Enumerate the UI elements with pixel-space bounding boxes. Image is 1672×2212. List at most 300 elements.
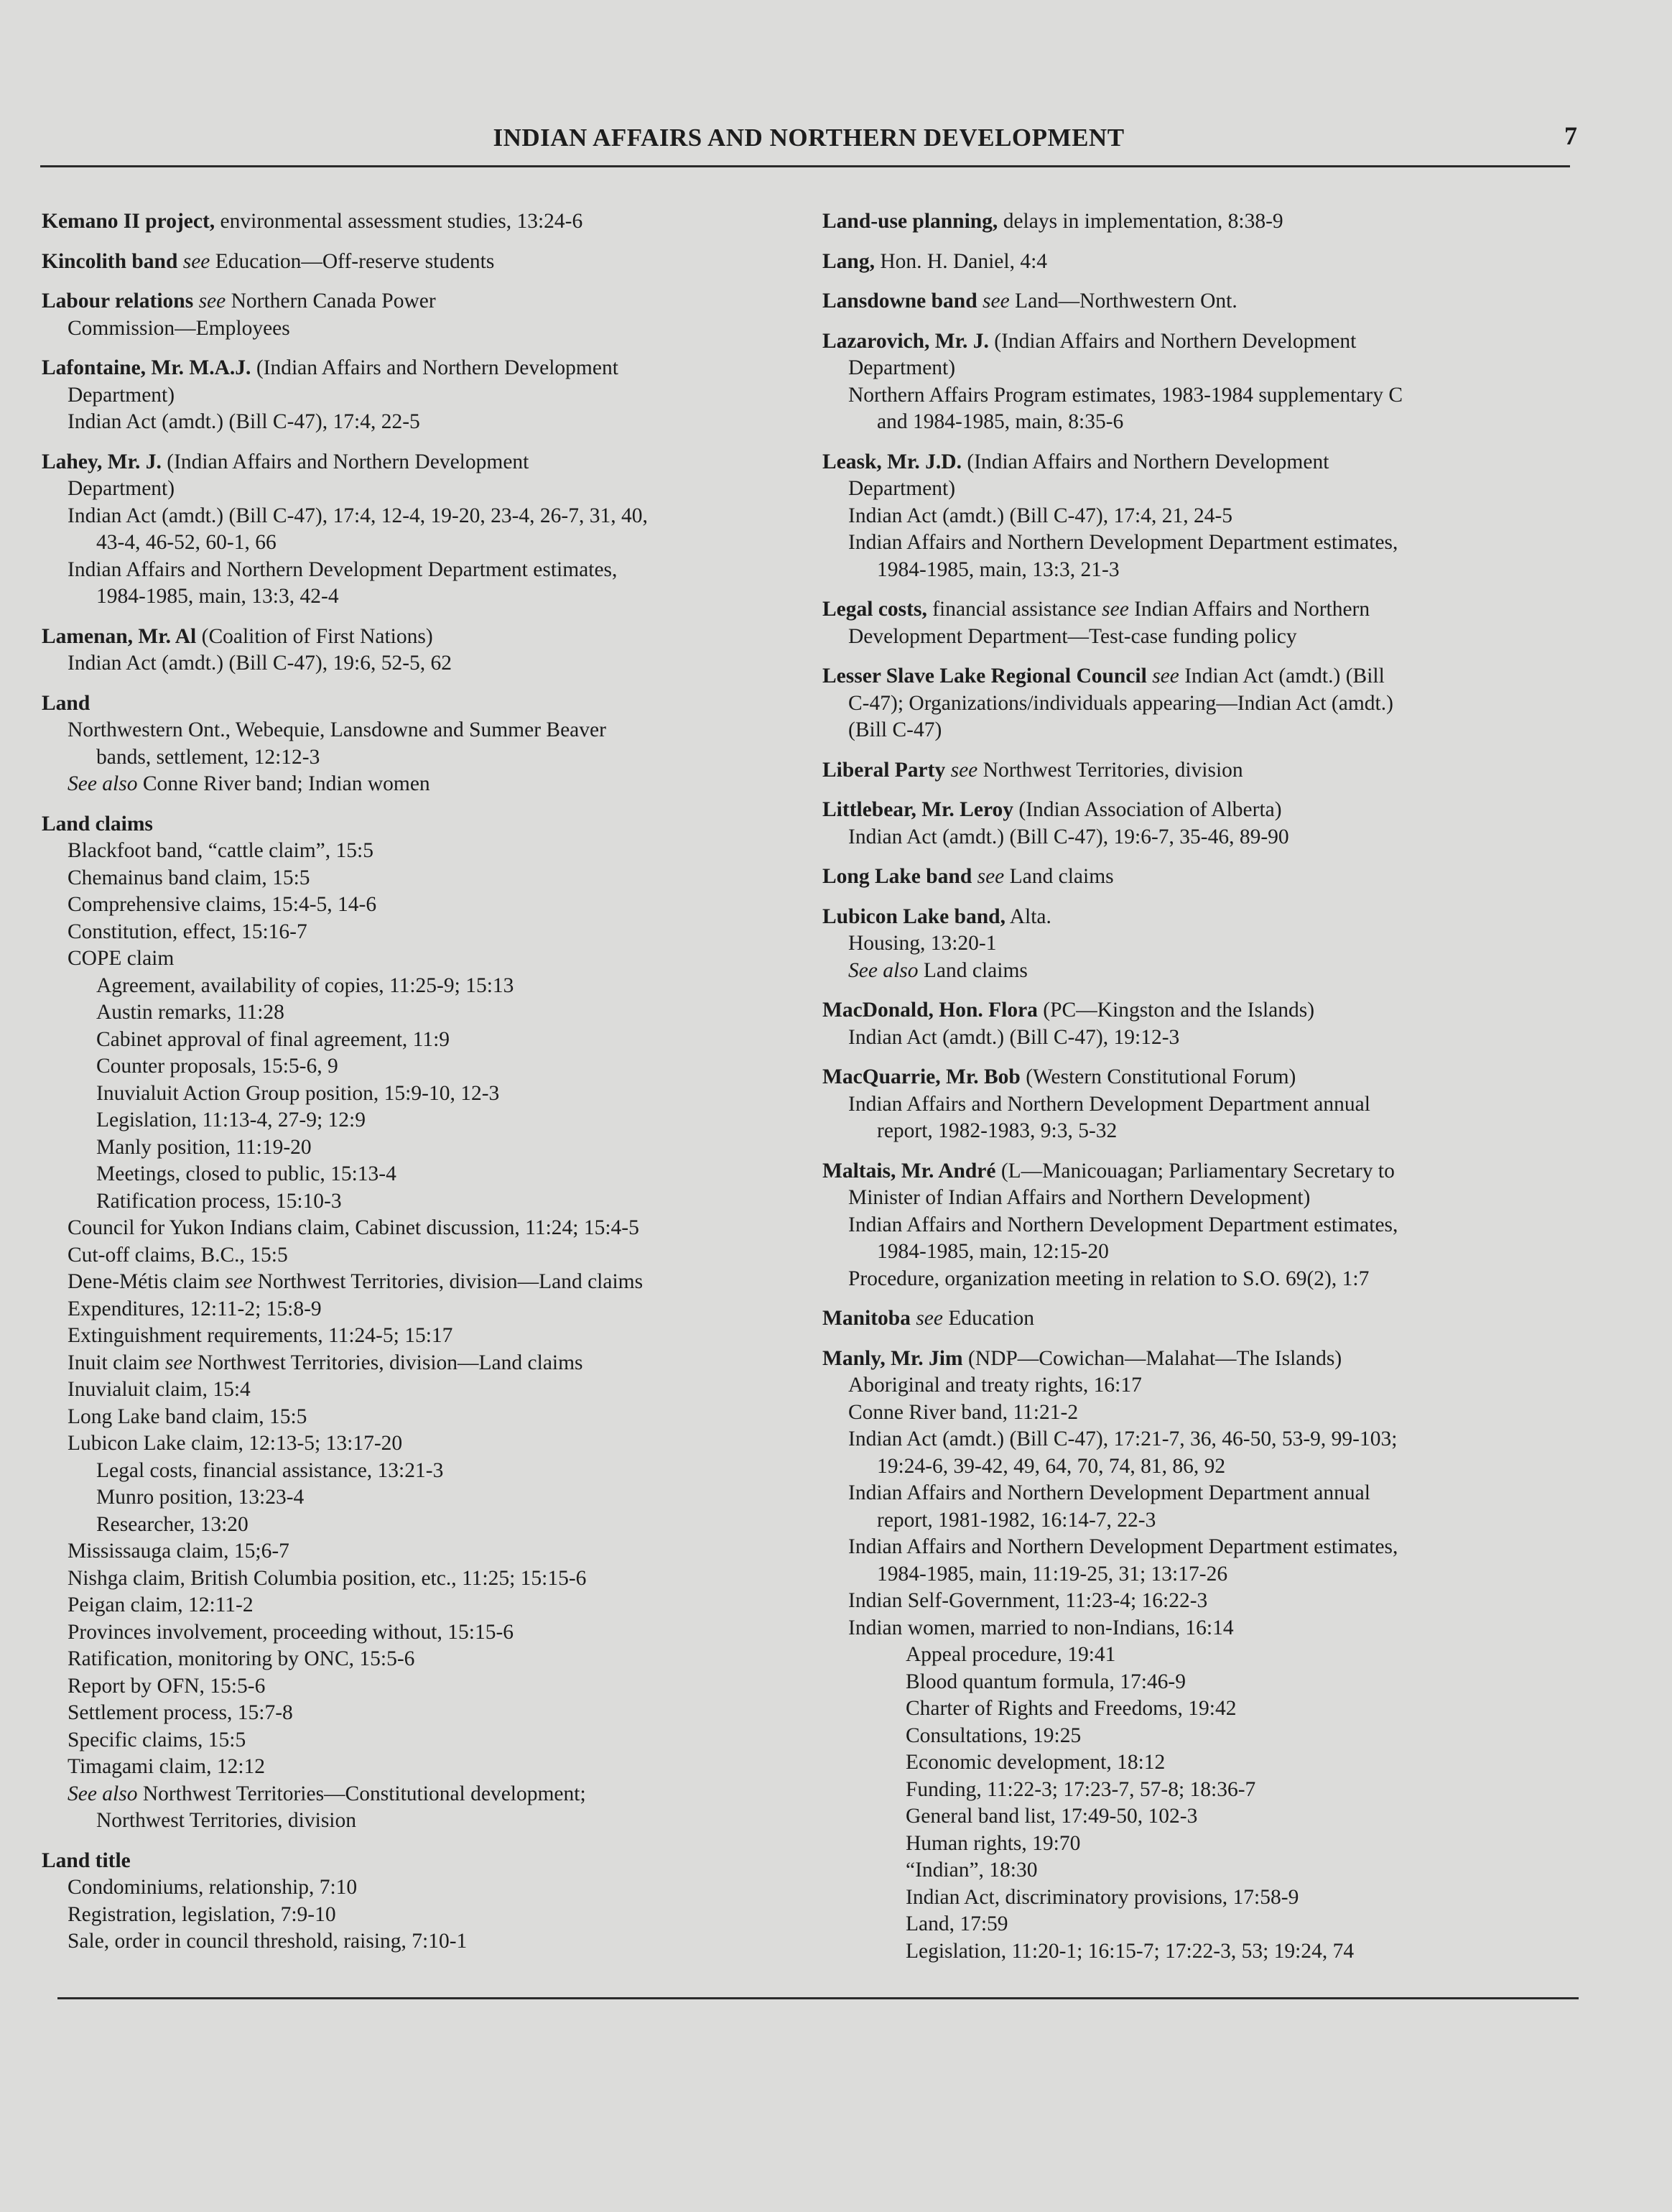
index-subentry-line xyxy=(822,958,1584,985)
index-heading: Labour relations xyxy=(42,290,194,313)
cross-reference-marker: See also xyxy=(848,958,919,982)
index-subentry-line xyxy=(42,892,803,919)
index-text: Provinces involvement, proceeding without, 15:15-6 xyxy=(68,1620,514,1644)
index-heading: Long Lake band xyxy=(822,865,972,888)
index-heading-line xyxy=(822,208,1584,236)
index-subentry-line xyxy=(42,999,803,1027)
index-heading-line xyxy=(42,690,803,718)
index-text: COPE claim xyxy=(68,947,175,970)
index-text: Commission—Employees xyxy=(68,316,290,340)
index-heading-line xyxy=(822,1305,1584,1333)
index-heading: Littlebear, Mr. Leroy xyxy=(822,798,1014,821)
index-subentry-line xyxy=(822,476,1584,503)
cross-reference-marker: see xyxy=(182,249,210,273)
index-text: Indian Affairs and Northern Development Department estimates, xyxy=(848,1535,1398,1558)
index-subentry-line xyxy=(42,1430,803,1458)
index-subentry-line xyxy=(42,1592,803,1619)
index-text: bands, settlement, 12:12-3 xyxy=(96,745,320,769)
index-entry xyxy=(822,328,1584,436)
index-subentry-line xyxy=(822,1507,1584,1535)
index-entry xyxy=(42,811,803,1835)
index-subentry-line xyxy=(42,1296,803,1323)
index-text: Minister of Indian Affairs and Northern Development) xyxy=(848,1186,1311,1209)
index-text: Land, 17:59 xyxy=(906,1912,1008,1935)
index-text: Charter of Rights and Freedoms, 19:42 xyxy=(906,1697,1237,1720)
index-subentry-line xyxy=(822,1426,1584,1453)
index-subentry-line xyxy=(42,1215,803,1242)
index-text: Lubicon Lake claim, 12:13-5; 13:17-20 xyxy=(68,1432,403,1455)
index-text: Department) xyxy=(848,477,956,500)
index-text: 1984-1985, main, 11:19-25, 31; 13:17-26 xyxy=(877,1562,1228,1586)
index-text: Comprehensive claims, 15:4-5, 14-6 xyxy=(68,893,377,916)
index-subentry-line xyxy=(822,1615,1584,1642)
index-text: 1984-1985, main, 13:3, 42-4 xyxy=(96,585,339,608)
index-entry xyxy=(822,1305,1584,1333)
index-subentry-line xyxy=(42,1673,803,1700)
cross-reference-marker: see xyxy=(165,1351,192,1374)
index-text: Northern Affairs Program estimates, 1983-1984 supplementary C xyxy=(848,383,1403,407)
index-subentry-line xyxy=(42,1242,803,1269)
index-text: Specific claims, 15:5 xyxy=(68,1728,246,1751)
index-text: Indian Self-Government, 11:23-4; 16:22-3 xyxy=(848,1589,1208,1612)
index-subentry-line xyxy=(822,382,1584,409)
index-subentry-line xyxy=(42,717,803,744)
index-text: Indian Affairs and Northern Development Department annual xyxy=(848,1481,1370,1504)
index-text: (NDP—Cowichan—Malahat—The Islands) xyxy=(962,1346,1342,1370)
index-text: Counter proposals, 15:5-6, 9 xyxy=(96,1055,338,1078)
index-text: delays in implementation, 8:38-9 xyxy=(998,210,1283,233)
index-text: Northwestern Ont., Webequie, Lansdowne and Summer Beaver xyxy=(68,718,606,741)
index-heading-line xyxy=(42,208,803,236)
index-text: Funding, 11:22-3; 17:23-7, 57-8; 18:36-7 xyxy=(906,1777,1256,1801)
index-text: Education—Off-reserve students xyxy=(210,249,495,273)
index-text xyxy=(977,290,983,313)
index-subentry-line xyxy=(822,1777,1584,1804)
index-heading: Liberal Party xyxy=(822,758,946,782)
index-heading: Kincolith band xyxy=(42,249,178,273)
index-text: Indian Affairs and Northern Development Department estimates, xyxy=(848,531,1398,554)
index-subentry-line xyxy=(822,1749,1584,1777)
index-subentry-line xyxy=(822,930,1584,958)
index-text: (Indian Affairs and Northern Development xyxy=(988,329,1357,353)
index-heading: Land xyxy=(42,691,90,715)
index-text: Education xyxy=(942,1307,1034,1330)
index-text: Northwest Territories, division xyxy=(96,1809,356,1832)
index-heading-line xyxy=(822,997,1584,1024)
index-heading-line xyxy=(42,449,803,476)
index-heading-line xyxy=(822,288,1584,315)
index-subentry-line xyxy=(42,1080,803,1108)
index-text: Condominiums, relationship, 7:10 xyxy=(68,1876,358,1899)
index-heading-line xyxy=(822,596,1584,624)
index-subentry-line xyxy=(42,1619,803,1647)
index-heading: Manitoba xyxy=(822,1307,911,1330)
index-text: Nishga claim, British Columbia position, etc., 11:25; 15:15-6 xyxy=(68,1566,587,1590)
page-number: 7 xyxy=(1564,121,1577,150)
index-subentry-line xyxy=(822,1723,1584,1750)
index-heading: Lazarovich, Mr. J. xyxy=(822,329,989,353)
index-text: Dene-Métis claim xyxy=(68,1270,226,1293)
header-rule xyxy=(40,165,1570,167)
index-subentry-line xyxy=(822,1239,1584,1266)
index-subentry-line xyxy=(42,1188,803,1216)
index-text: Legislation, 11:13-4, 27-9; 12:9 xyxy=(96,1109,366,1132)
index-heading-line xyxy=(42,355,803,382)
index-heading-line xyxy=(42,1848,803,1875)
index-text: 43-4, 46-52, 60-1, 66 xyxy=(96,531,277,554)
index-subentry-line xyxy=(42,1874,803,1902)
index-text: Indian Act (amdt.) (Bill C-47), 17:21-7, 36, 46-50, 53-9, 99-103; xyxy=(848,1427,1398,1450)
cross-reference-marker: See also xyxy=(68,772,138,795)
index-text: Legal costs, financial assistance, 13:21-3 xyxy=(96,1458,444,1482)
cross-reference-marker: see xyxy=(916,1307,943,1330)
index-heading: Legal costs, xyxy=(822,598,927,621)
index-text: Northern Canada Power xyxy=(226,290,436,313)
index-heading-line xyxy=(42,624,803,651)
index-subentry-line xyxy=(42,1027,803,1054)
index-text: 1984-1985, main, 12:15-20 xyxy=(877,1240,1109,1263)
index-text: Long Lake band claim, 15:5 xyxy=(68,1405,307,1428)
index-subentry-line xyxy=(822,1695,1584,1723)
index-text: Manly position, 11:19-20 xyxy=(96,1135,312,1159)
index-heading: Land title xyxy=(42,1848,131,1872)
index-subentry-line xyxy=(822,1534,1584,1561)
index-text: Economic development, 18:12 xyxy=(906,1751,1166,1774)
index-subentry-line xyxy=(822,409,1584,436)
index-text: Expenditures, 12:11-2; 15:8-9 xyxy=(68,1297,322,1320)
index-text: Northwest Territories, division—Land claims xyxy=(192,1351,583,1374)
index-subentry-line xyxy=(822,1480,1584,1507)
index-text: (Coalition of First Nations) xyxy=(196,624,433,648)
index-subentry-line xyxy=(42,1269,803,1296)
index-heading-line xyxy=(822,249,1584,276)
index-subentry-line xyxy=(822,1588,1584,1615)
index-text: 1984-1985, main, 13:3, 21-3 xyxy=(877,557,1120,581)
page-header xyxy=(40,121,1577,167)
index-column-right xyxy=(822,208,1584,1978)
index-text: General band list, 17:49-50, 102-3 xyxy=(906,1805,1198,1828)
index-subentry-line xyxy=(822,1024,1584,1052)
index-entry xyxy=(42,208,803,236)
index-text: Meetings, closed to public, 15:13-4 xyxy=(96,1162,396,1185)
index-text: (Bill C-47) xyxy=(848,718,942,741)
index-subentry-line xyxy=(42,1484,803,1512)
index-text: Peigan claim, 12:11-2 xyxy=(68,1593,254,1616)
index-heading: Lafontaine, Mr. M.A.J. xyxy=(42,356,251,379)
cross-reference-marker: see xyxy=(225,1270,253,1293)
index-subentry-line xyxy=(822,1884,1584,1912)
index-subentry-line xyxy=(822,690,1584,718)
index-subentry-line xyxy=(822,1642,1584,1669)
index-text: Conne River band; Indian women xyxy=(137,772,430,795)
index-text xyxy=(177,250,182,273)
index-subentry-line xyxy=(42,1565,803,1593)
index-text: Indian Act (amdt.) (Bill C-47), 17:4, 22-5 xyxy=(68,410,420,433)
index-text: Timagami claim, 12:12 xyxy=(68,1755,266,1778)
index-subentry-line xyxy=(822,1803,1584,1831)
index-heading: Lamenan, Mr. Al xyxy=(42,624,197,648)
index-text: (PC—Kingston and the Islands) xyxy=(1037,999,1315,1022)
index-text: Indian Affairs and Northern Development Department annual xyxy=(848,1092,1370,1116)
index-entry xyxy=(822,864,1584,891)
index-subentry-line xyxy=(42,1404,803,1431)
index-text: Cut-off claims, B.C., 15:5 xyxy=(68,1243,288,1267)
index-text: Appeal procedure, 19:41 xyxy=(906,1643,1116,1666)
index-subentry-line xyxy=(42,650,803,677)
index-text: Department) xyxy=(848,356,956,379)
index-column-left xyxy=(42,208,803,1968)
index-entry xyxy=(822,1158,1584,1293)
index-heading-line xyxy=(822,797,1584,824)
index-subentry-line xyxy=(822,1669,1584,1696)
index-subentry-line xyxy=(42,1538,803,1565)
index-subentry-line xyxy=(822,355,1584,382)
index-heading: Lansdowne band xyxy=(822,290,977,313)
index-subentry-line xyxy=(42,1902,803,1929)
index-subentry-line xyxy=(42,557,803,584)
index-text: Indian Act, discriminatory provisions, 17:58-9 xyxy=(906,1885,1299,1909)
index-heading-line xyxy=(822,449,1584,476)
index-text: financial assistance xyxy=(926,598,1102,621)
index-subentry-line xyxy=(822,1561,1584,1588)
index-entry xyxy=(42,288,803,342)
index-heading: Leask, Mr. J.D. xyxy=(822,450,962,473)
index-subentry-line xyxy=(822,717,1584,744)
cross-reference-marker: see xyxy=(950,758,978,782)
index-subentry-line xyxy=(822,624,1584,651)
index-subentry-line xyxy=(42,529,803,557)
index-subentry-line xyxy=(42,1134,803,1162)
index-text: C-47); Organizations/individuals appearing—Indian Act (amdt.) xyxy=(848,691,1393,715)
index-subentry-line xyxy=(822,1399,1584,1427)
index-text: environmental assessment studies, 13:24-6 xyxy=(215,210,583,233)
index-subentry-line xyxy=(42,945,803,973)
index-text: Northwest Territories—Constitutional development; xyxy=(137,1782,586,1805)
index-text: Indian Act (amdt.) (Bill C-47), 19:6-7, 35-46, 89-90 xyxy=(848,825,1289,848)
index-heading: Kemano II project, xyxy=(42,210,215,233)
index-subentry-line xyxy=(822,557,1584,584)
index-subentry-line xyxy=(822,824,1584,851)
index-text: Hon. H. Daniel, 4:4 xyxy=(874,249,1048,273)
index-text: report, 1981-1982, 16:14-7, 22-3 xyxy=(877,1508,1156,1532)
index-subentry-line xyxy=(42,1646,803,1673)
index-text: Conne River band, 11:21-2 xyxy=(848,1400,1079,1424)
index-heading-line xyxy=(822,757,1584,785)
index-heading: Lesser Slave Lake Regional Council xyxy=(822,665,1147,688)
index-subentry-line xyxy=(42,1808,803,1835)
index-text: Cabinet approval of final agreement, 11:9 xyxy=(96,1027,450,1051)
index-subentry-line xyxy=(42,1350,803,1377)
index-text: Indian Affairs and Northern Development Department estimates, xyxy=(848,1213,1398,1236)
index-text: Registration, legislation, 7:9-10 xyxy=(68,1902,336,1926)
index-text: Council for Yukon Indians claim, Cabinet discussion, 11:24; 15:4-5 xyxy=(68,1216,639,1239)
index-subentry-line xyxy=(42,973,803,1000)
index-text: Settlement process, 15:7-8 xyxy=(68,1701,293,1724)
index-heading-line xyxy=(822,864,1584,891)
index-text: Housing, 13:20-1 xyxy=(848,932,997,955)
index-heading: Land-use planning, xyxy=(822,210,998,233)
index-heading-line xyxy=(822,328,1584,356)
index-text: Legislation, 11:20-1; 16:15-7; 17:22-3, 53; 19:24, 74 xyxy=(906,1939,1355,1963)
cross-reference-marker: see xyxy=(198,290,226,313)
index-text: Ratification, monitoring by ONC, 15:5-6 xyxy=(68,1647,415,1670)
index-subentry-line xyxy=(822,1118,1584,1145)
index-heading-line xyxy=(822,1064,1584,1091)
index-subentry-line xyxy=(42,1727,803,1754)
index-text: Land claims xyxy=(918,958,1028,982)
index-subentry-line xyxy=(42,583,803,611)
index-text: Blackfoot band, “cattle claim”, 15:5 xyxy=(68,839,373,862)
index-subentry-line xyxy=(822,1857,1584,1884)
index-entry xyxy=(42,1848,803,1956)
index-text: Munro position, 13:23-4 xyxy=(96,1486,305,1509)
index-text: Northwest Territories, division—Land claims xyxy=(252,1270,644,1293)
index-entry xyxy=(822,797,1584,851)
index-subentry-line xyxy=(42,1458,803,1485)
index-subentry-line xyxy=(822,1266,1584,1293)
index-heading: MacDonald, Hon. Flora xyxy=(822,999,1038,1022)
index-subentry-line xyxy=(42,503,803,530)
index-entry xyxy=(42,449,803,611)
index-entry xyxy=(822,249,1584,276)
index-text: (Western Constitutional Forum) xyxy=(1020,1065,1296,1088)
index-text: Northwest Territories, division xyxy=(977,758,1243,782)
index-heading-line xyxy=(822,1346,1584,1373)
index-text: (L—Manicouagan; Parliamentary Secretary to xyxy=(995,1159,1395,1183)
index-text: Researcher, 13:20 xyxy=(96,1512,249,1536)
index-subentry-line xyxy=(822,1831,1584,1858)
index-text xyxy=(972,865,977,888)
index-heading: Land claims xyxy=(42,812,153,836)
index-heading: MacQuarrie, Mr. Bob xyxy=(822,1065,1021,1088)
index-text: Mississauga claim, 15;6-7 xyxy=(68,1540,289,1563)
index-entry xyxy=(822,663,1584,744)
index-text: Constitution, effect, 15:16-7 xyxy=(68,920,307,943)
index-entry xyxy=(822,449,1584,584)
index-text: Agreement, availability of copies, 11:25-9; 15:13 xyxy=(96,973,514,997)
index-subentry-line xyxy=(822,1453,1584,1481)
index-text: Report by OFN, 15:5-6 xyxy=(68,1674,266,1698)
index-text: Land—Northwestern Ont. xyxy=(1009,290,1237,313)
index-subentry-line xyxy=(42,1323,803,1350)
index-entry xyxy=(822,1346,1584,1966)
index-text: Chemainus band claim, 15:5 xyxy=(68,866,310,889)
cross-reference-marker: see xyxy=(977,865,1005,888)
index-text: Land claims xyxy=(1004,865,1114,888)
index-subentry-line xyxy=(42,476,803,503)
index-subentry-line xyxy=(822,1185,1584,1212)
footer-rule xyxy=(57,1997,1579,1999)
index-subentry-line xyxy=(42,409,803,436)
cross-reference-marker: see xyxy=(983,290,1010,313)
index-subentry-line xyxy=(822,1091,1584,1119)
index-heading-line xyxy=(42,249,803,276)
index-entry xyxy=(822,208,1584,236)
index-text: (Indian Affairs and Northern Development xyxy=(161,450,529,473)
index-text: (Indian Affairs and Northern Development xyxy=(961,450,1329,473)
index-heading-line xyxy=(822,663,1584,690)
index-subentry-line xyxy=(42,838,803,865)
index-text: report, 1982-1983, 9:3, 5-32 xyxy=(877,1119,1118,1142)
index-subentry-line xyxy=(42,1053,803,1080)
index-entry xyxy=(822,288,1584,315)
index-text: Indian Act (amdt.) (Bill C-47), 17:4, 12-4, 19-20, 23-4, 26-7, 31, 40, xyxy=(68,504,648,527)
index-heading-line xyxy=(42,288,803,315)
index-subentry-line xyxy=(42,744,803,772)
index-subentry-line xyxy=(42,382,803,409)
index-subentry-line xyxy=(822,1212,1584,1239)
index-subentry-line xyxy=(42,865,803,892)
index-subentry-line xyxy=(42,1512,803,1539)
index-subentry-line xyxy=(822,503,1584,530)
index-text: Ratification process, 15:10-3 xyxy=(96,1189,342,1213)
index-text: Indian Affairs and Northern Development Department estimates, xyxy=(68,557,618,581)
index-subentry-line xyxy=(42,1700,803,1727)
index-text: (Indian Association of Alberta) xyxy=(1013,798,1282,821)
index-heading: Maltais, Mr. André xyxy=(822,1159,996,1183)
index-text: and 1984-1985, main, 8:35-6 xyxy=(877,410,1124,433)
index-text: Procedure, organization meeting in relation to S.O. 69(2), 1:7 xyxy=(848,1267,1370,1290)
page-title: INDIAN AFFAIRS AND NORTHERN DEVELOPMENT xyxy=(493,124,1125,152)
index-subentry-line xyxy=(42,1928,803,1956)
index-text: Indian Act (amdt.) (Bill C-47), 19:6, 52-5, 62 xyxy=(68,652,452,675)
index-text: Inuit claim xyxy=(68,1351,165,1374)
cross-reference-marker: see xyxy=(1152,665,1179,688)
index-text xyxy=(945,759,950,782)
cross-reference-marker: see xyxy=(1102,598,1129,621)
cross-reference-marker: See also xyxy=(68,1782,138,1805)
index-text: Alta. xyxy=(1005,904,1051,928)
index-subentry-line xyxy=(42,315,803,343)
index-text: Austin remarks, 11:28 xyxy=(96,1001,284,1024)
index-subentry-line xyxy=(42,1754,803,1781)
index-text: Department) xyxy=(68,383,175,407)
index-heading: Lahey, Mr. J. xyxy=(42,450,162,473)
index-entry xyxy=(42,690,803,798)
index-text: Aboriginal and treaty rights, 16:17 xyxy=(848,1374,1142,1397)
index-subentry-line xyxy=(42,771,803,798)
index-entry xyxy=(822,1064,1584,1145)
index-text: Inuvialuit claim, 15:4 xyxy=(68,1378,251,1401)
index-text: Sale, order in council threshold, raising, 7:10-1 xyxy=(68,1930,468,1953)
index-text: “Indian”, 18:30 xyxy=(906,1859,1038,1882)
index-entry xyxy=(822,596,1584,650)
index-subentry-line xyxy=(42,1781,803,1808)
index-text: Department) xyxy=(68,477,175,500)
index-heading-line xyxy=(822,904,1584,931)
index-heading: Lang, xyxy=(822,249,875,273)
index-entry xyxy=(42,355,803,436)
index-text: 19:24-6, 39-42, 49, 64, 70, 74, 81, 86, 92 xyxy=(877,1454,1226,1478)
index-entry xyxy=(822,997,1584,1051)
index-text: Consultations, 19:25 xyxy=(906,1723,1082,1747)
index-heading-line xyxy=(822,1158,1584,1185)
index-heading: Manly, Mr. Jim xyxy=(822,1346,963,1370)
index-subentry-line xyxy=(822,1372,1584,1399)
index-entry xyxy=(822,904,1584,985)
index-text: Extinguishment requirements, 11:24-5; 15:17 xyxy=(68,1324,453,1347)
index-heading: Lubicon Lake band, xyxy=(822,904,1005,928)
index-text: (Indian Affairs and Northern Development xyxy=(251,356,618,379)
index-entry xyxy=(42,624,803,677)
index-subentry-line xyxy=(42,1107,803,1134)
index-text: Human rights, 19:70 xyxy=(906,1831,1081,1855)
index-text: Indian Act (amdt.) (Bill xyxy=(1179,665,1385,688)
index-text: Inuvialuit Action Group position, 15:9-10, 12-3 xyxy=(96,1081,500,1105)
index-entry xyxy=(42,249,803,276)
index-text: Indian Act (amdt.) (Bill C-47), 17:4, 21, 24-5 xyxy=(848,504,1233,527)
index-text: Indian Affairs and Northern xyxy=(1128,598,1370,621)
